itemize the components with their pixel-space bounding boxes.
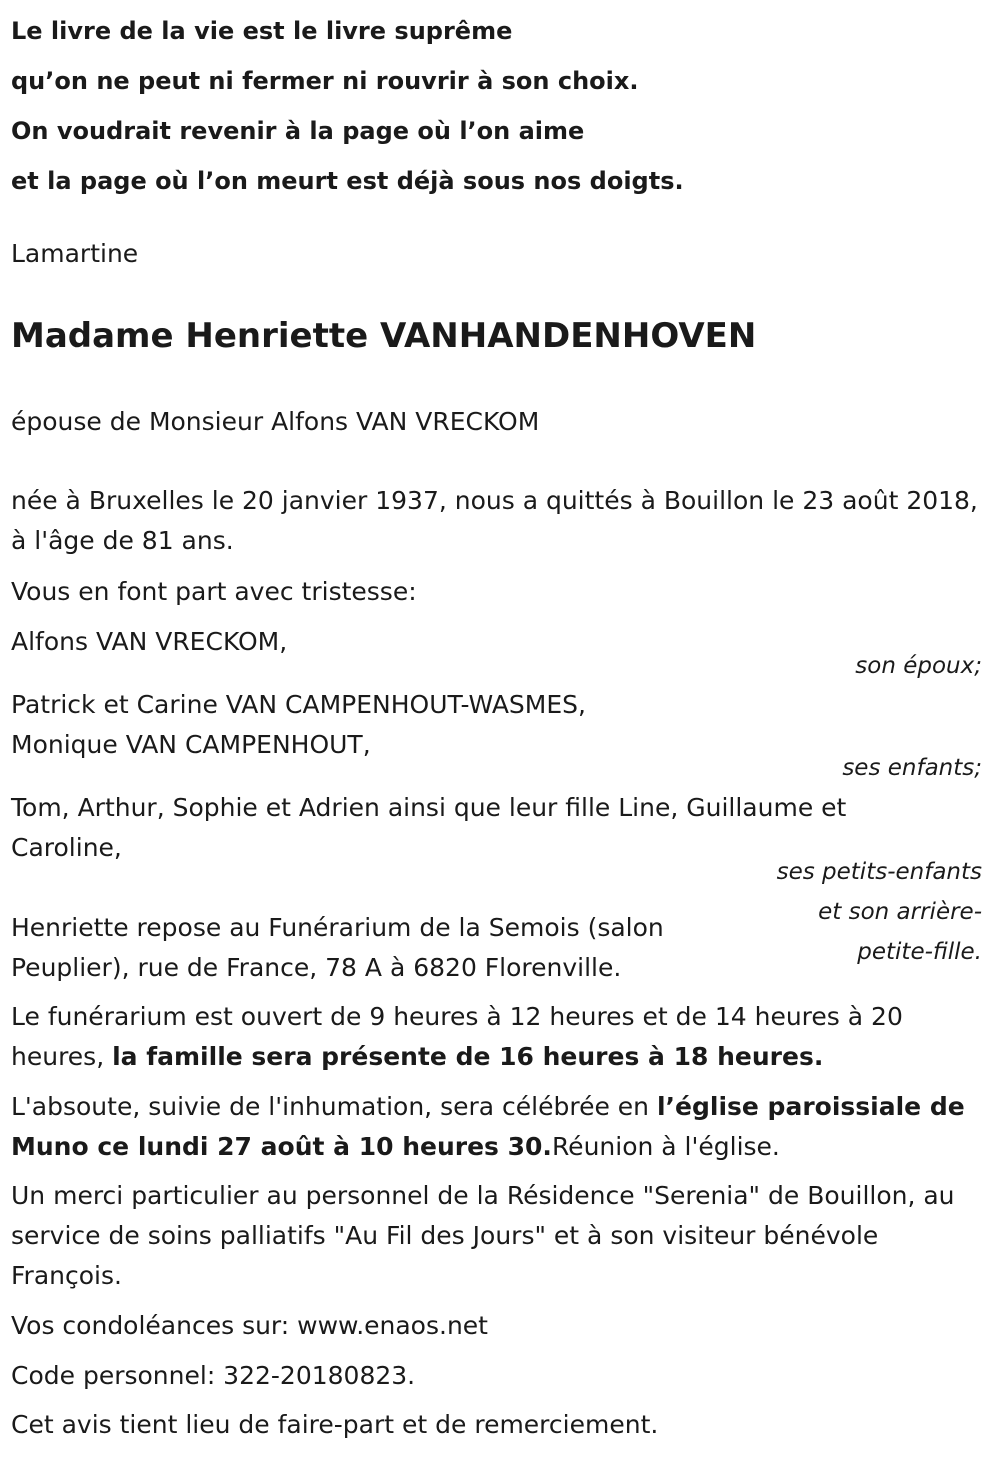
role-grandchildren-line: et son arrière- — [818, 899, 982, 925]
family-child-name: Patrick et Carine VAN CAMPENHOUT-WASMES, — [11, 690, 586, 719]
announcement: Vous en font part avec tristesse: — [11, 577, 417, 606]
poem-line: On voudrait revenir à la page où l’on aime — [11, 117, 585, 145]
role-children: ses enfants; — [842, 755, 982, 781]
poem-author: Lamartine — [11, 239, 139, 268]
personal-code: Code personnel: 322-20180823. — [11, 1361, 416, 1390]
poem-line: Le livre de la vie est le livre suprême — [11, 17, 513, 45]
family-child-name: Monique VAN CAMPENHOUT, — [11, 730, 371, 759]
poem — [11, 6, 991, 206]
poem-line: qu’on ne peut ni fermer ni rouvrir à son choix. — [11, 67, 639, 95]
family-spouse-name: Alfons VAN VRECKOM, — [11, 627, 288, 656]
birth-death-text: née à Bruxelles le 20 janvier 1937, nous a quittés à Bouillon le 23 août 2018, à l'âge de 81 ans. — [11, 486, 978, 555]
role-grandchildren-line: ses petits-enfants — [776, 859, 982, 885]
funerarium-hours — [11, 997, 986, 1077]
repose-text: Henriette repose au Funérarium de la Semois (salon Peuplier), rue de France, 78 A à 6820 Florenville. — [11, 913, 664, 982]
absoute-text: L'absoute, suivie de l'inhumation, sera célébrée en — [11, 1092, 657, 1121]
absoute-info — [11, 1087, 986, 1167]
church-ceremony-text: l’église paroissiale de Muno ce lundi 27 août à 10 heures 30. — [11, 1092, 965, 1161]
spouse-line: épouse de Monsieur Alfons VAN VRECKOM — [11, 407, 540, 436]
family-presence-text: la famille sera présente de 16 heures à 18 heures. — [112, 1042, 824, 1071]
hours-text: Le funérarium est ouvert de 9 heures à 12 heures et de 14 heures à 20 heures, — [11, 1002, 903, 1071]
family-grandchildren-names: Tom, Arthur, Sophie et Adrien ainsi que leur fille Line, Guillaume et Caroline, — [11, 793, 847, 862]
poem-line: et la page où l’on meurt est déjà sous nos doigts. — [11, 167, 684, 195]
thanks-text: Un merci particulier au personnel de la Résidence "Serenia" de Bouillon, au service de soins palliatifs "Au Fil des Jours" et à son visiteur bénévole François. — [11, 1181, 955, 1290]
role-spouse: son époux; — [855, 653, 982, 679]
reunion-text: Réunion à l'église. — [551, 1132, 780, 1161]
condolences-text: Vos condoléances sur: www.enaos.net — [11, 1311, 488, 1340]
deceased-name: Madame Henriette VANHANDENHOVEN — [11, 316, 757, 356]
closing-text: Cet avis tient lieu de faire-part et de remerciement. — [11, 1410, 659, 1439]
role-grandchildren-line: petite-fille. — [857, 939, 982, 965]
